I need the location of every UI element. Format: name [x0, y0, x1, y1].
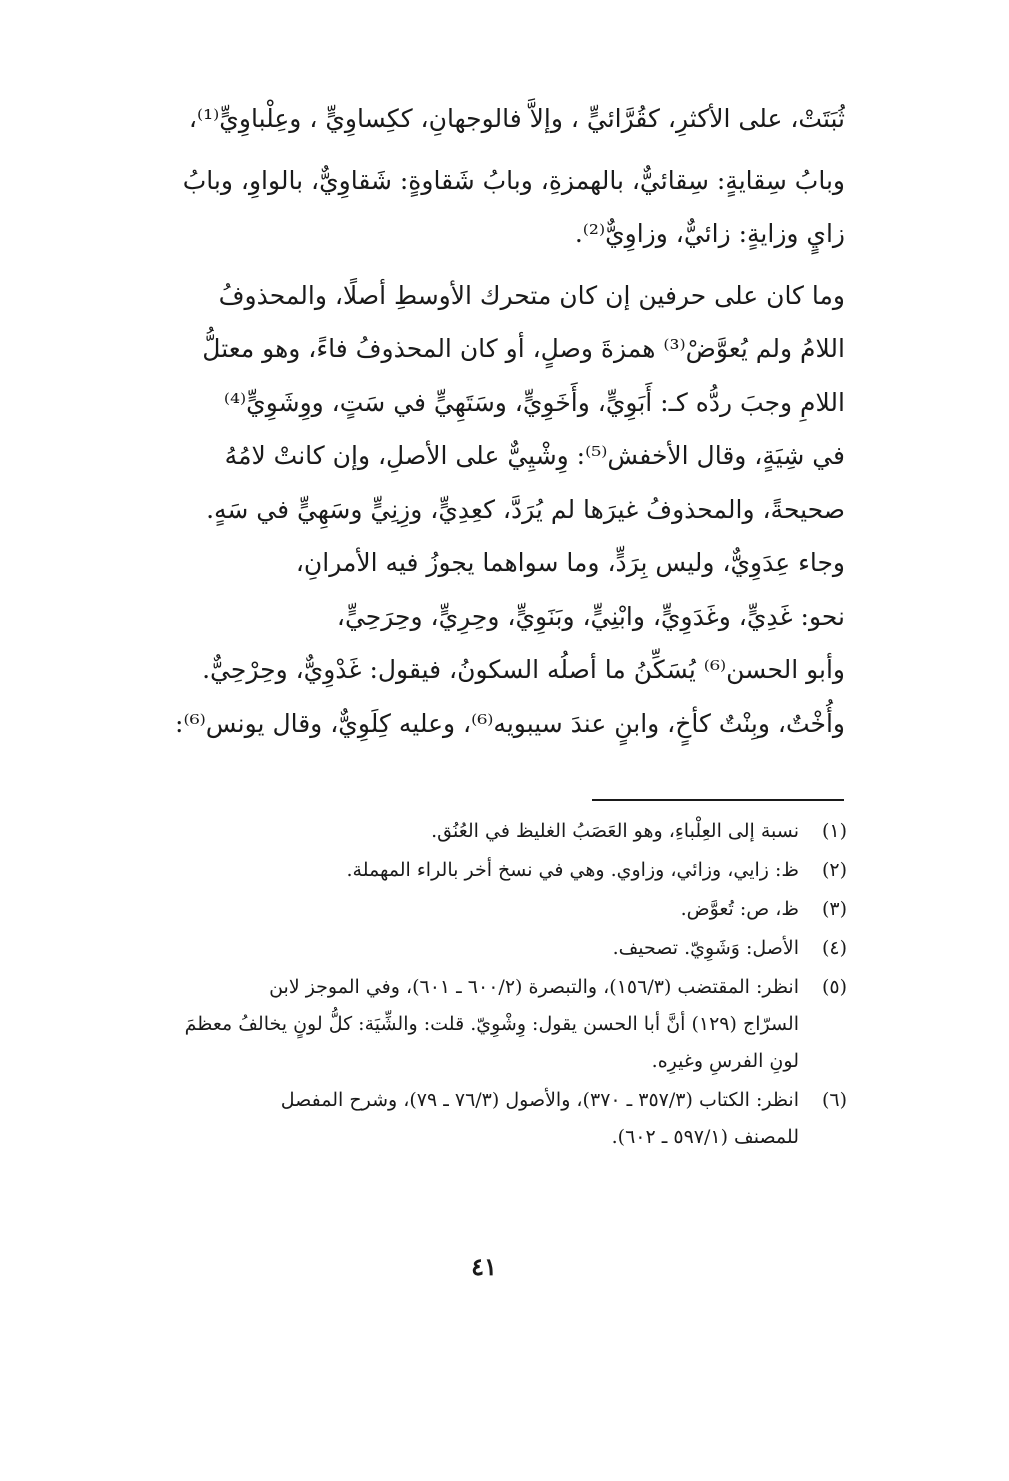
text-line: وجاء عِدَوِيٌّ، وليس بِرَدٍّ، وما سواهما يجوزُ فيه الأمرانِ، [295, 548, 845, 577]
footnote-line: لونِ الفرسِ وغيرِه. [651, 1050, 799, 1072]
text-line: ثُبَتَتْ، على الأكثرِ، كقُرَّائيٍّ ، وإلاَّ فالوجهانِ، ككِساوِيٍّ ، وعِلْباوِيٍّ⁽¹⁾، [188, 104, 845, 133]
footnote-4 [104, 930, 847, 967]
footnote-number: (٢) [821, 859, 847, 881]
footnote-line: ظ، ص: تُعوَّض. [680, 898, 799, 920]
footnote-line: الأصل: وَشَوِيّ. تصحيف. [612, 937, 799, 959]
text-line: وما كان على حرفين إن كان متحرك الأوسطِ أصلًا، والمحذوفُ [218, 280, 845, 310]
paragraph-2 [112, 154, 845, 261]
footnote-3 [104, 891, 847, 928]
paragraph-1 [112, 92, 845, 146]
footnote-line: نسبة إلى العِلْباءِ، وهو العَصَبُ الغليظ في العُنُق. [431, 820, 799, 842]
main-text [112, 92, 845, 758]
text-line: وأُخْتٌ، وبِنْتٌ كأخٍ، وابنٍ عندَ سيبويه⁽⁶⁾، وعليه كِلَوِيٌّ، وقال يونس⁽⁶⁾: [175, 708, 845, 738]
footnote-text [104, 969, 799, 1080]
footnote-line: ظ: زايي، وزائي، وزاوي. وهي في نسخ أخر بالراء المهملة. [346, 859, 799, 881]
page-number: ٤١ [471, 1252, 497, 1281]
footnote-number: (٥) [821, 976, 847, 998]
footnote-line: للمصنف (٥٩٧/١ ـ ٦٠٢). [611, 1126, 799, 1148]
footnote-line: انظر: المقتضب (١٥٦/٣)، والتبصرة (٦٠٠/٢ ـ ٦٠١)، وفي الموجز لابن [269, 976, 799, 998]
footnote-2 [104, 852, 847, 889]
footnote-number: (٤) [821, 937, 847, 959]
footnote-text [104, 930, 799, 967]
text-line: نحو: غَدِيٍّ، وغَدَوِيٍّ، وابْنِيٍّ، وبَنَوِيٍّ، وحِرِيٍّ، وحِرَحِيٍّ، [336, 601, 845, 631]
text-line: وبابُ سِقايةٍ: سِقائيٌّ، بالهمزةِ، وبابُ شَقاوةٍ: شَقاوِيٌّ، بالواوِ، وبابُ [182, 165, 845, 195]
footnote-text [104, 813, 799, 850]
text-line: في شِيَةٍ، وقال الأخفش⁽⁵⁾: وِشْيِيٌّ على الأصلِ، وإن كانتْ لامُهُ [224, 441, 845, 470]
footnote-text [104, 891, 799, 928]
footnote-number: (١) [821, 820, 847, 842]
footnote-1 [104, 813, 847, 850]
footnote-line: السرّاج (١٢٩) أنَّ أبا الحسن يقول: وِشْوِيّ. قلت: والشِّيَة: كلُّ لونٍ يخالفُ معظمَ [184, 1013, 799, 1035]
footnote-5 [104, 969, 847, 1080]
text-line: وأبو الحسن⁽⁶⁾ يُسَكِّنُ ما أصلُه السكونُ، فيقول: غَدْوِيٌّ، وحِرْحِيٌّ. [202, 655, 845, 684]
paragraph-3 [112, 269, 845, 751]
footnote-text [104, 852, 799, 889]
footnotes [104, 813, 847, 1158]
footnote-number: (٦) [821, 1089, 847, 1111]
text-line: صحيحةً، والمحذوفُ غيرَها لم يُرَدَّ، كعِدِيٍّ، وزِنِيٍّ وسَهِيٍّ في سَهٍ. [206, 494, 845, 524]
footnote-number: (٣) [821, 898, 847, 920]
footnote-text [104, 1082, 799, 1156]
text-line: اللامِ وجبَ ردُّه كـ: أَبَوِيٍّ، وأَخَوِيٍّ، وسَتَهِيٍّ في سَتٍ، ووِشَوِيٍّ⁽⁴⁾ [223, 387, 845, 417]
text-line: اللامُ ولم يُعوَّضْ⁽³⁾ همزةَ وصلٍ، أو كان المحذوفُ فاءً، وهو معتلُّ [202, 334, 845, 363]
text-line: زايٍ وزايةٍ: زائيٌّ، وزاوِيٌّ⁽²⁾. [574, 219, 845, 248]
footnote-separator [592, 799, 844, 801]
footnote-6 [104, 1082, 847, 1156]
footnote-line: انظر: الكتاب (٣٥٧/٣ ـ ٣٧٠)، والأصول (٧٦/٣ ـ ٧٩)، وشرح المفصل [280, 1089, 799, 1111]
